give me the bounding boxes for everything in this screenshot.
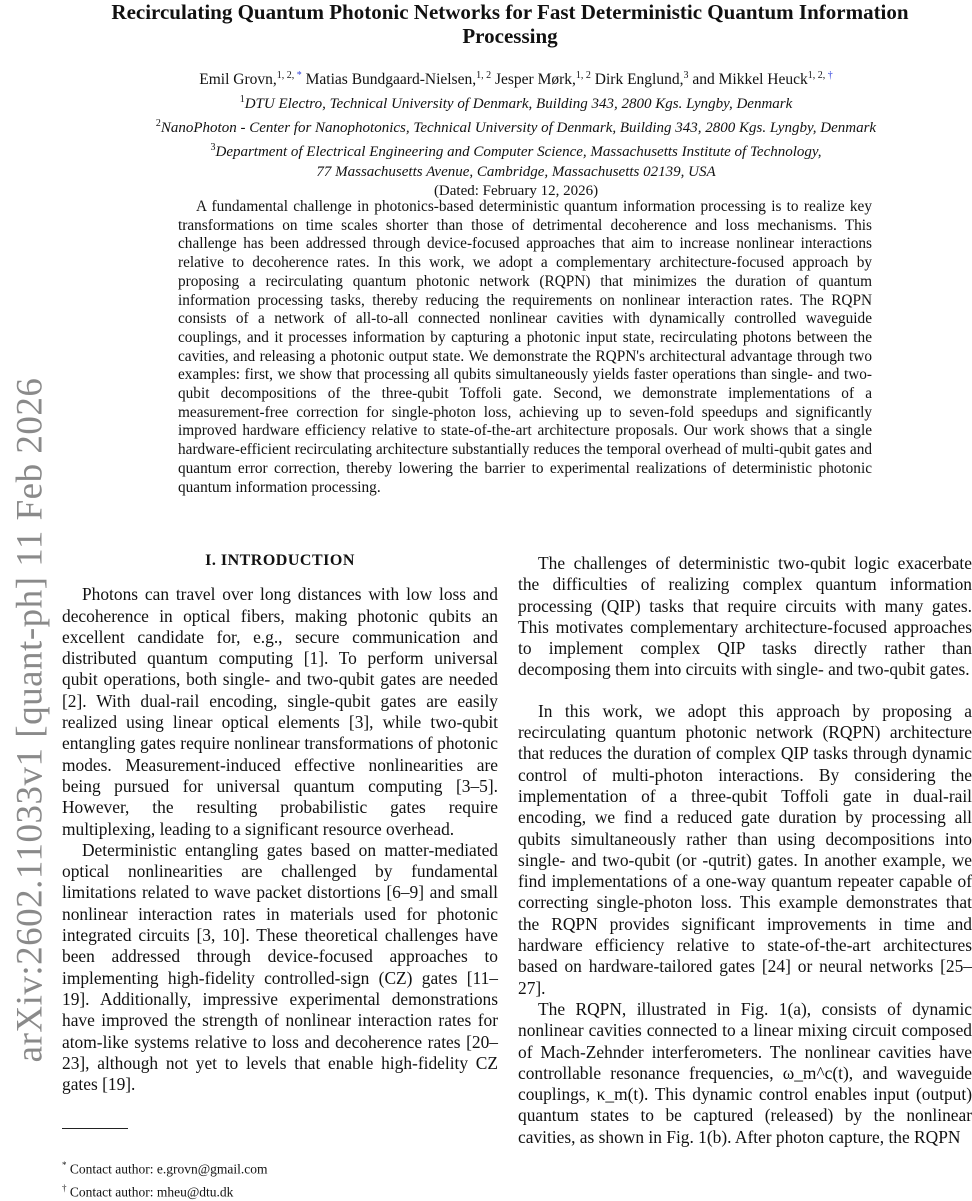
affiliations bbox=[60, 90, 972, 201]
author: Emil Grovn,$^{1, 2,}$ * bbox=[199, 71, 302, 88]
right-column bbox=[518, 553, 972, 1148]
paragraph: In this work, we adopt this approach by proposing a recirculating quantum photonic network (RQPN) architecture that reduces the duration of complex QIP tasks through dynamic control of multi-photon interactions. By considering the implementation of a three-qubit Toffoli gate in dual-rail encoding, we find a reduced gate duration by processing all qubits simultaneously rather than using decompositions into single- and two-qubit (or -qutrit) gates. In another example, we find implementations of a one-way quantum repeater capable of correcting single-photon loss. This example demonstrates that the RQPN provides significant improvements in time and hardware efficiency relative to state-of-the-art architectures based on hardware-tailored gates [24] or neural networks [25–27]. bbox=[518, 701, 972, 999]
footnote: * Contact author: e.grovn@gmail.com bbox=[62, 1156, 268, 1179]
section-heading: I. INTRODUCTION bbox=[62, 550, 498, 571]
arxiv-stamp: arXiv:2602.11033v1 [quant-ph] 11 Feb 2026 bbox=[9, 378, 52, 1063]
author: Matias Bundgaard-Nielsen,$^{1, 2}$ bbox=[306, 71, 491, 88]
date-line: (Dated: February 12, 2026) bbox=[60, 182, 972, 201]
author: Jesper Mørk,$^{1, 2}$ bbox=[495, 71, 591, 88]
paragraph: Photons can travel over long distances with low loss and decoherence in optical fibers, making photonic qubits an excellent candidate for, e.g., secure communication and distributed quantum computing [1]. To perform universal qubit operations, both single- and two-qubit gates are needed [2]. With dual-rail encoding, single-qubit gates are easily realized using linear optical elements [3], while two-qubit entangling gates require nonlinear transformations of photonic modes. Measurement-induced effective nonlinearities are being pursued for universal quantum computing [3–5]. However, the resulting probabilistic gates require multiplexing, leading to a significant resource overhead. bbox=[62, 584, 498, 840]
paragraph: Deterministic entangling gates based on matter-mediated optical nonlinearities are challenged by fundamental limitations related to wave packet distortions [6–9] and small nonlinear interaction rates in materials used for photonic integrated circuits [3, 10]. These theoretical challenges have been addressed through device-focused approaches to implementing high-fidelity controlled-sign (CZ) gates [11–19]. Additionally, impressive experimental demonstrations have improved the strength of nonlinear interaction rates for atom-like systems relative to loss and decoherence rates [20–23], although not yet to levels that enable high-fidelity CZ gates [19]. bbox=[62, 840, 498, 1096]
paper-title: Recirculating Quantum Photonic Networks for Fast Deterministic Quantum Information Processing bbox=[80, 0, 940, 48]
author: Dirk Englund,$^3$ bbox=[595, 71, 689, 88]
footnote-divider bbox=[62, 1128, 128, 1129]
author-list bbox=[60, 66, 972, 90]
affiliation: $^1$DTU Electro, Technical University of Denmark, Building 343, 2800 Kgs. Lyngby, Denmark bbox=[60, 90, 972, 114]
footnotes bbox=[62, 1156, 268, 1201]
affiliation: $^2$NanoPhoton - Center for Nanophotonics, Technical University of Denmark, Building 343, 2800 Kgs. Lyngby, Denmark bbox=[60, 114, 972, 138]
author: and Mikkel Heuck$^{1, 2,}$ † bbox=[692, 71, 832, 88]
paragraph: The RQPN, illustrated in Fig. 1(a), consists of dynamic nonlinear cavities connected to a linear mixing circuit composed of Mach-Zehnder interferometers. The nonlinear cavities have controllable resonance frequencies, ω_m^c(t), and waveguide couplings, κ_m(t). This dynamic control enables input (output) quantum states to be captured (released) by the nonlinear cavities, as shown in Fig. 1(b). After photon capture, the RQPN bbox=[518, 999, 972, 1148]
affiliation: 77 Massachusetts Avenue, Cambridge, Massachusetts 02139, USA bbox=[60, 163, 972, 182]
left-column bbox=[62, 550, 498, 1095]
affiliation: $^3$Department of Electrical Engineering and Computer Science, Massachusetts Institute of Technology, bbox=[60, 138, 972, 162]
paragraph: The challenges of deterministic two-qubit logic exacerbate the difficulties of realizing complex quantum information processing (QIP) tasks that require circuits with many gates. This motivates complementary architecture-focused approaches to implement complex QIP tasks directly rather than decomposing them into circuits with single- and two-qubit gates. bbox=[518, 553, 972, 681]
abstract: A fundamental challenge in photonics-based deterministic quantum information processing is to realize key transformations on time scales shorter than those of detrimental decoherence and loss mechanisms. This challenge has been addressed through device-focused approaches that aim to increase nonlinear interactions relative to decoherence rates. In this work, we adopt a complementary architecture-focused approach by proposing a recirculating quantum photonic network (RQPN) that minimizes the duration of quantum information processing tasks, thereby reducing the requirements on nonlinear interaction rates. The RQPN consists of a network of all-to-all connected nonlinear cavities with dynamically controlled waveguide couplings, and it processes information by capturing a photonic input state, recirculating photons between the cavities, and releasing a photonic output state. We demonstrate the RQPN's architectural advantage through two examples: first, we show that processing all qubits simultaneously yields faster operations than single- and two-qubit decompositions of the three-qubit Toffoli gate. Second, we demonstrate implementations of a measurement-free correction for single-photon loss, achieving up to seven-fold speedups and significantly improved hardware efficiency relative to state-of-the-art architecture proposals. Our work shows that a single hardware-efficient recirculating architecture substantially reduces the temporal overhead of multi-qubit gates and quantum error correction, thereby lowering the barrier to experimental realizations of deterministic photonic quantum information processing. bbox=[178, 198, 872, 497]
footnote: † Contact author: mheu@dtu.dk bbox=[62, 1179, 268, 1201]
